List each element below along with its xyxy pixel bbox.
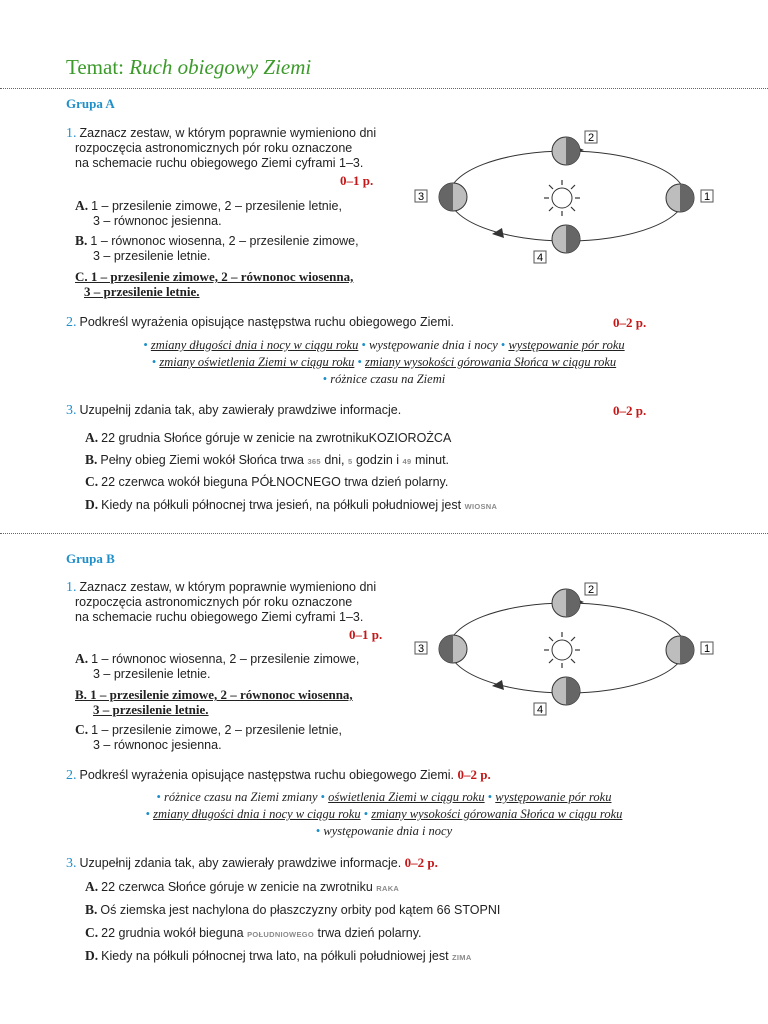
answer-field[interactable]: 5 xyxy=(348,457,353,466)
phrase[interactable]: występowanie pór roku xyxy=(495,790,612,804)
q2-phrases-line: • zmiany długości dnia i nocy w ciągu roku • zmiany wysokości górowania Słońca w ciągu roku xyxy=(145,807,623,821)
option-text: 3 – przesilenie letnie. xyxy=(93,249,211,263)
q2-text: Podkreśl wyrażenia opisujące następstwa ruchu obiegowego Ziemi. xyxy=(79,315,455,329)
q3-points: 0–2 p. xyxy=(404,855,438,870)
title-prefix: Temat: xyxy=(66,55,125,79)
option-letter: B. xyxy=(75,233,88,248)
label-2: 2 xyxy=(587,584,595,596)
item-letter: C. xyxy=(85,474,99,489)
orbit-diagram-a xyxy=(412,128,722,268)
item-text: 22 czerwca Słońce góruje w zenicie na zwrotniku xyxy=(101,880,373,894)
item-letter: D. xyxy=(85,497,99,512)
option-text: 3 – przesilenie letnie. xyxy=(93,667,211,681)
phrase[interactable]: różnice czasu na Ziemi xyxy=(330,372,446,386)
q3-points: 0–2 p. xyxy=(613,403,647,418)
item-text: trwa dzień polarny. xyxy=(344,475,449,489)
group-b-q2 xyxy=(66,767,491,783)
q1-text-line: rozpoczęcia astronomicznych pór roku oznaczone xyxy=(75,595,353,609)
option-letter: A. xyxy=(75,198,89,213)
label-3: 3 xyxy=(417,191,425,203)
q2-text: Podkreśl wyrażenia opisujące następstwa ruchu obiegowego Ziemi. xyxy=(79,768,455,782)
q3-item-c xyxy=(85,925,422,942)
q2-points: 0–2 p. xyxy=(457,767,491,782)
group-a-label: Grupa A xyxy=(66,96,115,111)
phrase[interactable]: zmiany długości dnia i nocy w ciągu roku xyxy=(153,807,361,821)
q1-option-c-correct[interactable] xyxy=(75,269,353,299)
phrase[interactable]: zmiany oświetlenia Ziemi w ciągu roku xyxy=(159,355,355,369)
item-letter: B. xyxy=(85,902,98,917)
item-letter: A. xyxy=(85,430,99,445)
divider-top xyxy=(0,88,768,89)
item-letter: B. xyxy=(85,452,98,467)
q3-item-a xyxy=(85,879,399,896)
q1-number: 1. xyxy=(66,126,77,141)
item-letter: A. xyxy=(85,879,99,894)
phrase[interactable]: zmiany długości dnia i nocy w ciągu roku xyxy=(150,338,359,352)
item-text: 22 grudnia wokół bieguna xyxy=(101,926,244,940)
divider-middle xyxy=(0,533,768,534)
q3-item-d xyxy=(85,497,497,514)
item-text: Kiedy na półkuli północnej trwa jesień, na półkuli południowej jest xyxy=(101,498,462,512)
label-1: 1 xyxy=(703,191,711,203)
answer-field[interactable]: 49 xyxy=(402,457,412,466)
q1-text-line: na schemacie ruchu obiegowego Ziemi cyframi 1–3. xyxy=(75,610,364,624)
option-letter: A. xyxy=(75,651,89,666)
group-a-q3 xyxy=(66,403,401,418)
q1-text-line: Zaznacz zestaw, w którym poprawnie wymieniono dni xyxy=(79,580,377,594)
item-text: minut. xyxy=(414,453,450,467)
group-b-q3 xyxy=(66,855,438,871)
label-3: 3 xyxy=(417,643,425,655)
label-4: 4 xyxy=(536,704,544,716)
q2-phrases-line: • występowanie dnia i nocy xyxy=(315,824,453,838)
q1-option-c[interactable] xyxy=(75,722,342,753)
item-letter: C. xyxy=(85,925,99,940)
label-2: 2 xyxy=(587,132,595,144)
phrase[interactable]: występowanie pór roku xyxy=(508,338,625,352)
item-text: 22 czerwca wokół bieguna xyxy=(101,475,248,489)
phrase[interactable]: zmiany wysokości górowania Słońca w ciągu roku xyxy=(371,807,623,821)
phrase[interactable]: różnice czasu na Ziemi zmiany xyxy=(164,790,318,804)
answer-field[interactable]: WIOSNA xyxy=(464,502,498,511)
q1-points: 0–1 p. xyxy=(349,627,383,642)
option-text: 3 – przesilenie letnie. xyxy=(84,284,200,299)
q2-phrases-line: • różnice czasu na Ziemi xyxy=(322,372,446,386)
page-title xyxy=(66,55,311,80)
q1-option-a[interactable] xyxy=(75,198,342,229)
phrase[interactable]: występowanie dnia i nocy xyxy=(369,338,498,352)
answer-field[interactable]: 365 xyxy=(307,457,321,466)
answer-field[interactable]: KOZIOROŻCA xyxy=(368,431,452,445)
q3-number: 3. xyxy=(66,856,77,871)
q3-number: 3. xyxy=(66,403,77,418)
item-text: Oś ziemska jest nachylona do płaszczyzny orbity pod kątem 66 STOPNI xyxy=(100,903,501,917)
label-4: 4 xyxy=(536,252,544,264)
option-letter: C. xyxy=(75,722,89,737)
q3-item-a xyxy=(85,430,451,446)
q2-number: 2. xyxy=(66,768,77,783)
q2-phrases-line: • różnice czasu na Ziemi zmiany • oświetlenia Ziemi w ciągu roku • występowanie pór roku xyxy=(156,790,612,804)
option-text: 1 – przesilenie zimowe, 2 – przesilenie letnie, xyxy=(91,723,342,737)
answer-field[interactable]: POŁUDNIOWEGO xyxy=(247,930,315,939)
item-text: 22 grudnia Słońce góruje w zenicie na zwrotniku xyxy=(101,431,369,445)
item-text: godzin i xyxy=(355,453,400,467)
option-text: 1 – przesilenie zimowe, 2 – przesilenie letnie, xyxy=(91,199,342,213)
sun-icon xyxy=(544,180,580,216)
option-text: 3 – równonoc jesienna. xyxy=(93,738,222,752)
group-a-q2 xyxy=(66,315,454,330)
title-topic: Ruch obiegowy Ziemi xyxy=(129,55,312,79)
sun-icon xyxy=(544,632,580,668)
phrase[interactable]: oświetlenia Ziemi w ciągu roku xyxy=(328,790,485,804)
item-text: Pełny obieg Ziemi wokół Słońca trwa xyxy=(100,453,304,467)
item-text: Kiedy na półkuli północnej trwa lato, na półkuli południowej jest xyxy=(101,949,449,963)
option-text: 1 – równonoc wiosenna, 2 – przesilenie zimowe, xyxy=(91,652,360,666)
group-b-q1 xyxy=(66,580,376,625)
phrase[interactable]: zmiany wysokości górowania Słońca w ciągu roku xyxy=(365,355,617,369)
group-a-q1 xyxy=(66,126,376,171)
label-1: 1 xyxy=(703,643,711,655)
q2-points: 0–2 p. xyxy=(613,315,647,330)
q1-option-b-correct[interactable] xyxy=(75,687,353,717)
option-text: B. 1 – przesilenie zimowe, 2 – równonoc wiosenna, xyxy=(75,687,353,702)
q1-text-line: rozpoczęcia astronomicznych pór roku oznaczone xyxy=(75,141,353,155)
q1-text-line: na schemacie ruchu obiegowego Ziemi cyframi 1–3. xyxy=(75,156,364,170)
group-b-label: Grupa B xyxy=(66,551,115,566)
q1-option-a[interactable] xyxy=(75,651,359,682)
answer-field[interactable]: PÓŁNOCNEGO xyxy=(251,475,341,489)
answer-field[interactable]: RAKA xyxy=(376,884,400,893)
q3-item-b xyxy=(85,452,449,469)
q1-text-line: Zaznacz zestaw, w którym poprawnie wymieniono dni xyxy=(79,126,377,140)
orbit-diagram-b xyxy=(412,580,722,720)
option-text: 1 – równonoc wiosenna, 2 – przesilenie zimowe, xyxy=(90,234,359,248)
q1-option-b[interactable] xyxy=(75,233,359,264)
q2-phrases-line: • zmiany długości dnia i nocy w ciągu roku • występowanie dnia i nocy • występowanie pór roku xyxy=(143,338,625,352)
answer-field[interactable]: ZIMA xyxy=(452,953,472,962)
phrase[interactable]: występowanie dnia i nocy xyxy=(323,824,453,838)
item-text: dni, xyxy=(324,453,345,467)
q3-text: Uzupełnij zdania tak, aby zawierały prawdziwe informacje. xyxy=(79,403,402,417)
q3-item-b xyxy=(85,902,500,918)
q2-phrases-line: • zmiany oświetlenia Ziemi w ciągu roku • zmiany wysokości górowania Słońca w ciągu roku xyxy=(151,355,617,369)
option-text: 3 – przesilenie letnie. xyxy=(93,702,209,717)
q3-item-c xyxy=(85,474,448,490)
q3-item-d xyxy=(85,948,472,965)
item-letter: D. xyxy=(85,948,99,963)
option-text: C. 1 – przesilenie zimowe, 2 – równonoc wiosenna, xyxy=(75,269,354,284)
option-text: 3 – równonoc jesienna. xyxy=(93,214,222,228)
q1-points: 0–1 p. xyxy=(340,173,374,188)
q2-number: 2. xyxy=(66,315,77,330)
item-text: trwa dzień polarny. xyxy=(317,926,422,940)
q3-text: Uzupełnij zdania tak, aby zawierały prawdziwe informacje. xyxy=(79,856,402,870)
q1-number: 1. xyxy=(66,580,77,595)
